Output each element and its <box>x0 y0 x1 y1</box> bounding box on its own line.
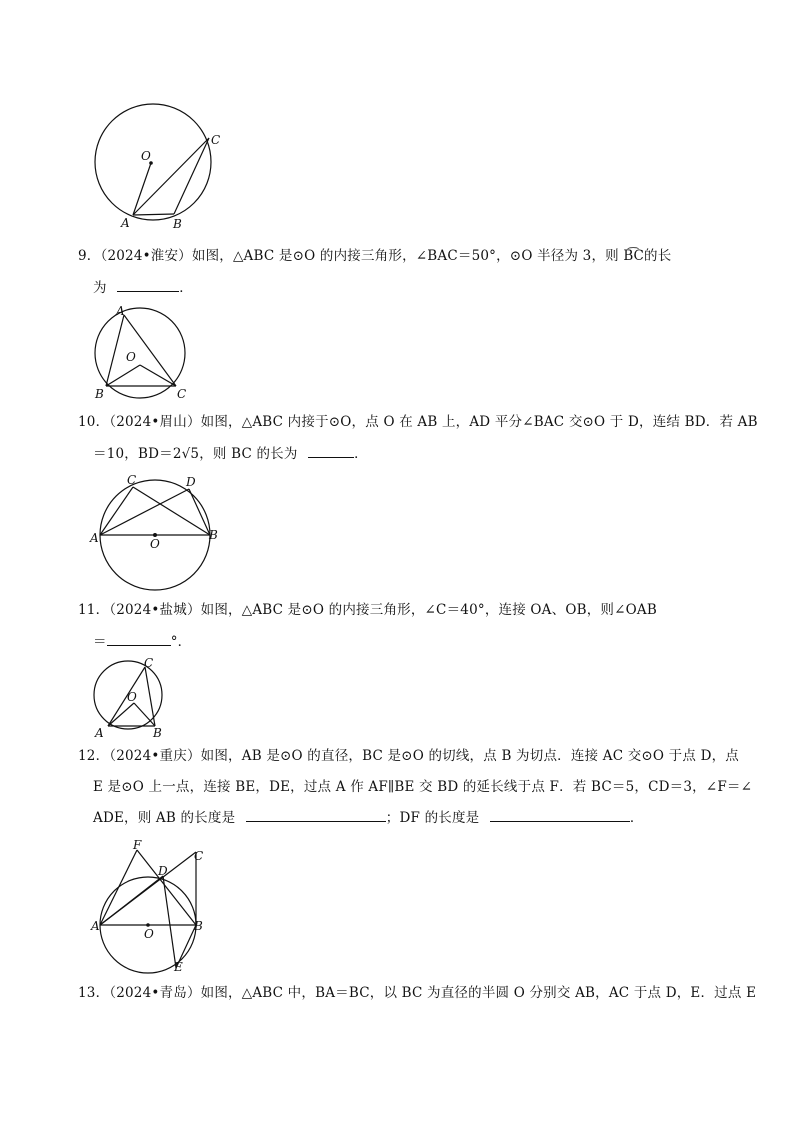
figure-q9 <box>88 303 193 403</box>
label-O: O <box>126 350 136 364</box>
q11-source: （2024•盐城） <box>109 602 201 618</box>
q12-line-1 <box>78 747 739 765</box>
q10-number: 10． <box>78 414 110 430</box>
label-C: C <box>127 473 137 487</box>
label-B: B <box>173 217 182 231</box>
label-O: O <box>144 927 154 941</box>
q9-text-2: 为 <box>93 280 107 296</box>
q12-answer-blank-df[interactable] <box>490 809 630 822</box>
circle-diagram-q8 <box>90 100 220 230</box>
q12-answer-blank-ab[interactable] <box>246 809 386 822</box>
q13-source: （2024•青岛） <box>109 985 201 1001</box>
q10-end: ． <box>354 446 368 462</box>
q10-line-1 <box>78 413 758 431</box>
q12-text-3: ADE，则 AB 的长度是 <box>93 810 236 826</box>
q10-text-1: 如图，△ABC 内接于⊙O，点 O 在 AB 上，AD 平分∠BAC 交⊙O 于 D，连结 BD．若 AB <box>200 414 758 430</box>
label-O: O <box>127 690 137 704</box>
q9-answer-blank[interactable] <box>117 279 179 292</box>
label-O: O <box>150 537 160 551</box>
label-O: O <box>141 149 151 163</box>
q11-answer-blank[interactable] <box>107 633 171 646</box>
q12-mid-text: ；DF 的长度是 <box>385 810 480 826</box>
label-A: A <box>121 216 130 230</box>
label-D: D <box>186 475 196 489</box>
q12-text-1: 如图，AB 是⊙O 的直径，BC 是⊙O 的切线，点 B 为切点．连接 AC 交⊙O 于点 D，点 <box>200 748 739 764</box>
figure-q8 <box>90 100 220 230</box>
label-A: A <box>90 531 99 545</box>
figure-q11 <box>88 655 173 740</box>
q9-line-1 <box>78 247 671 265</box>
q11-line-1 <box>78 601 657 619</box>
circle-diagram-q12 <box>90 840 220 975</box>
q10-text-2: ＝10，BD＝2√5，则 BC 的长为 <box>93 446 298 462</box>
q11-text-2: ＝ <box>93 634 107 650</box>
circle-diagram-q10 <box>90 472 220 587</box>
q11-line-2 <box>93 633 191 651</box>
q9-text-1: 如图，△ABC 是⊙O 的内接三角形，∠BAC＝50°，⊙O 半径为 3，则 B͡C的长 <box>191 248 672 264</box>
label-A: A <box>116 304 125 318</box>
q11-text-1: 如图，△ABC 是⊙O 的内接三角形，∠C＝40°，连接 OA、OB，则∠OAB <box>200 602 657 618</box>
figure-q12 <box>90 840 220 975</box>
label-C: C <box>177 387 187 401</box>
q13-line-1 <box>78 984 756 1002</box>
label-C: C <box>194 849 204 863</box>
circle-diagram-q11 <box>88 655 173 740</box>
q12-line-2 <box>93 778 752 796</box>
q13-number: 13． <box>78 985 110 1001</box>
label-A: A <box>95 726 104 740</box>
q12-line-3 <box>93 809 644 827</box>
label-E: E <box>174 960 183 974</box>
q11-end: °． <box>170 634 192 650</box>
q10-answer-blank[interactable] <box>308 445 354 458</box>
label-D: D <box>158 864 168 878</box>
label-B: B <box>153 726 162 740</box>
q12-source: （2024•重庆） <box>109 748 201 764</box>
figure-q10 <box>90 472 220 587</box>
q12-text-2: E 是⊙O 上一点，连接 BE，DE，过点 A 作 AF∥BE 交 BD 的延长线于点 F．若 BC＝5，CD＝3，∠F＝∠ <box>93 779 753 795</box>
q11-number: 11． <box>78 602 110 618</box>
q12-end: ． <box>629 810 644 826</box>
label-B: B <box>95 387 104 401</box>
label-B: B <box>194 919 203 933</box>
q10-line-2 <box>93 445 368 463</box>
q12-number: 12． <box>78 748 110 764</box>
q9-line-2 <box>93 279 193 297</box>
label-C: C <box>144 656 154 670</box>
label-F: F <box>133 838 142 852</box>
q9-number: 9． <box>78 248 101 264</box>
q9-source: （2024•淮安） <box>100 248 192 264</box>
circle-diagram-q9 <box>88 303 193 403</box>
label-B: B <box>209 528 218 542</box>
label-A: A <box>91 919 100 933</box>
q13-text-1: 如图，△ABC 中，BA＝BC，以 BC 为直径的半圆 O 分别交 AB，AC 于点 D，E．过点 E <box>200 985 757 1001</box>
q9-end: ． <box>179 280 193 296</box>
label-C: C <box>211 133 221 147</box>
q10-source: （2024•眉山） <box>109 414 201 430</box>
